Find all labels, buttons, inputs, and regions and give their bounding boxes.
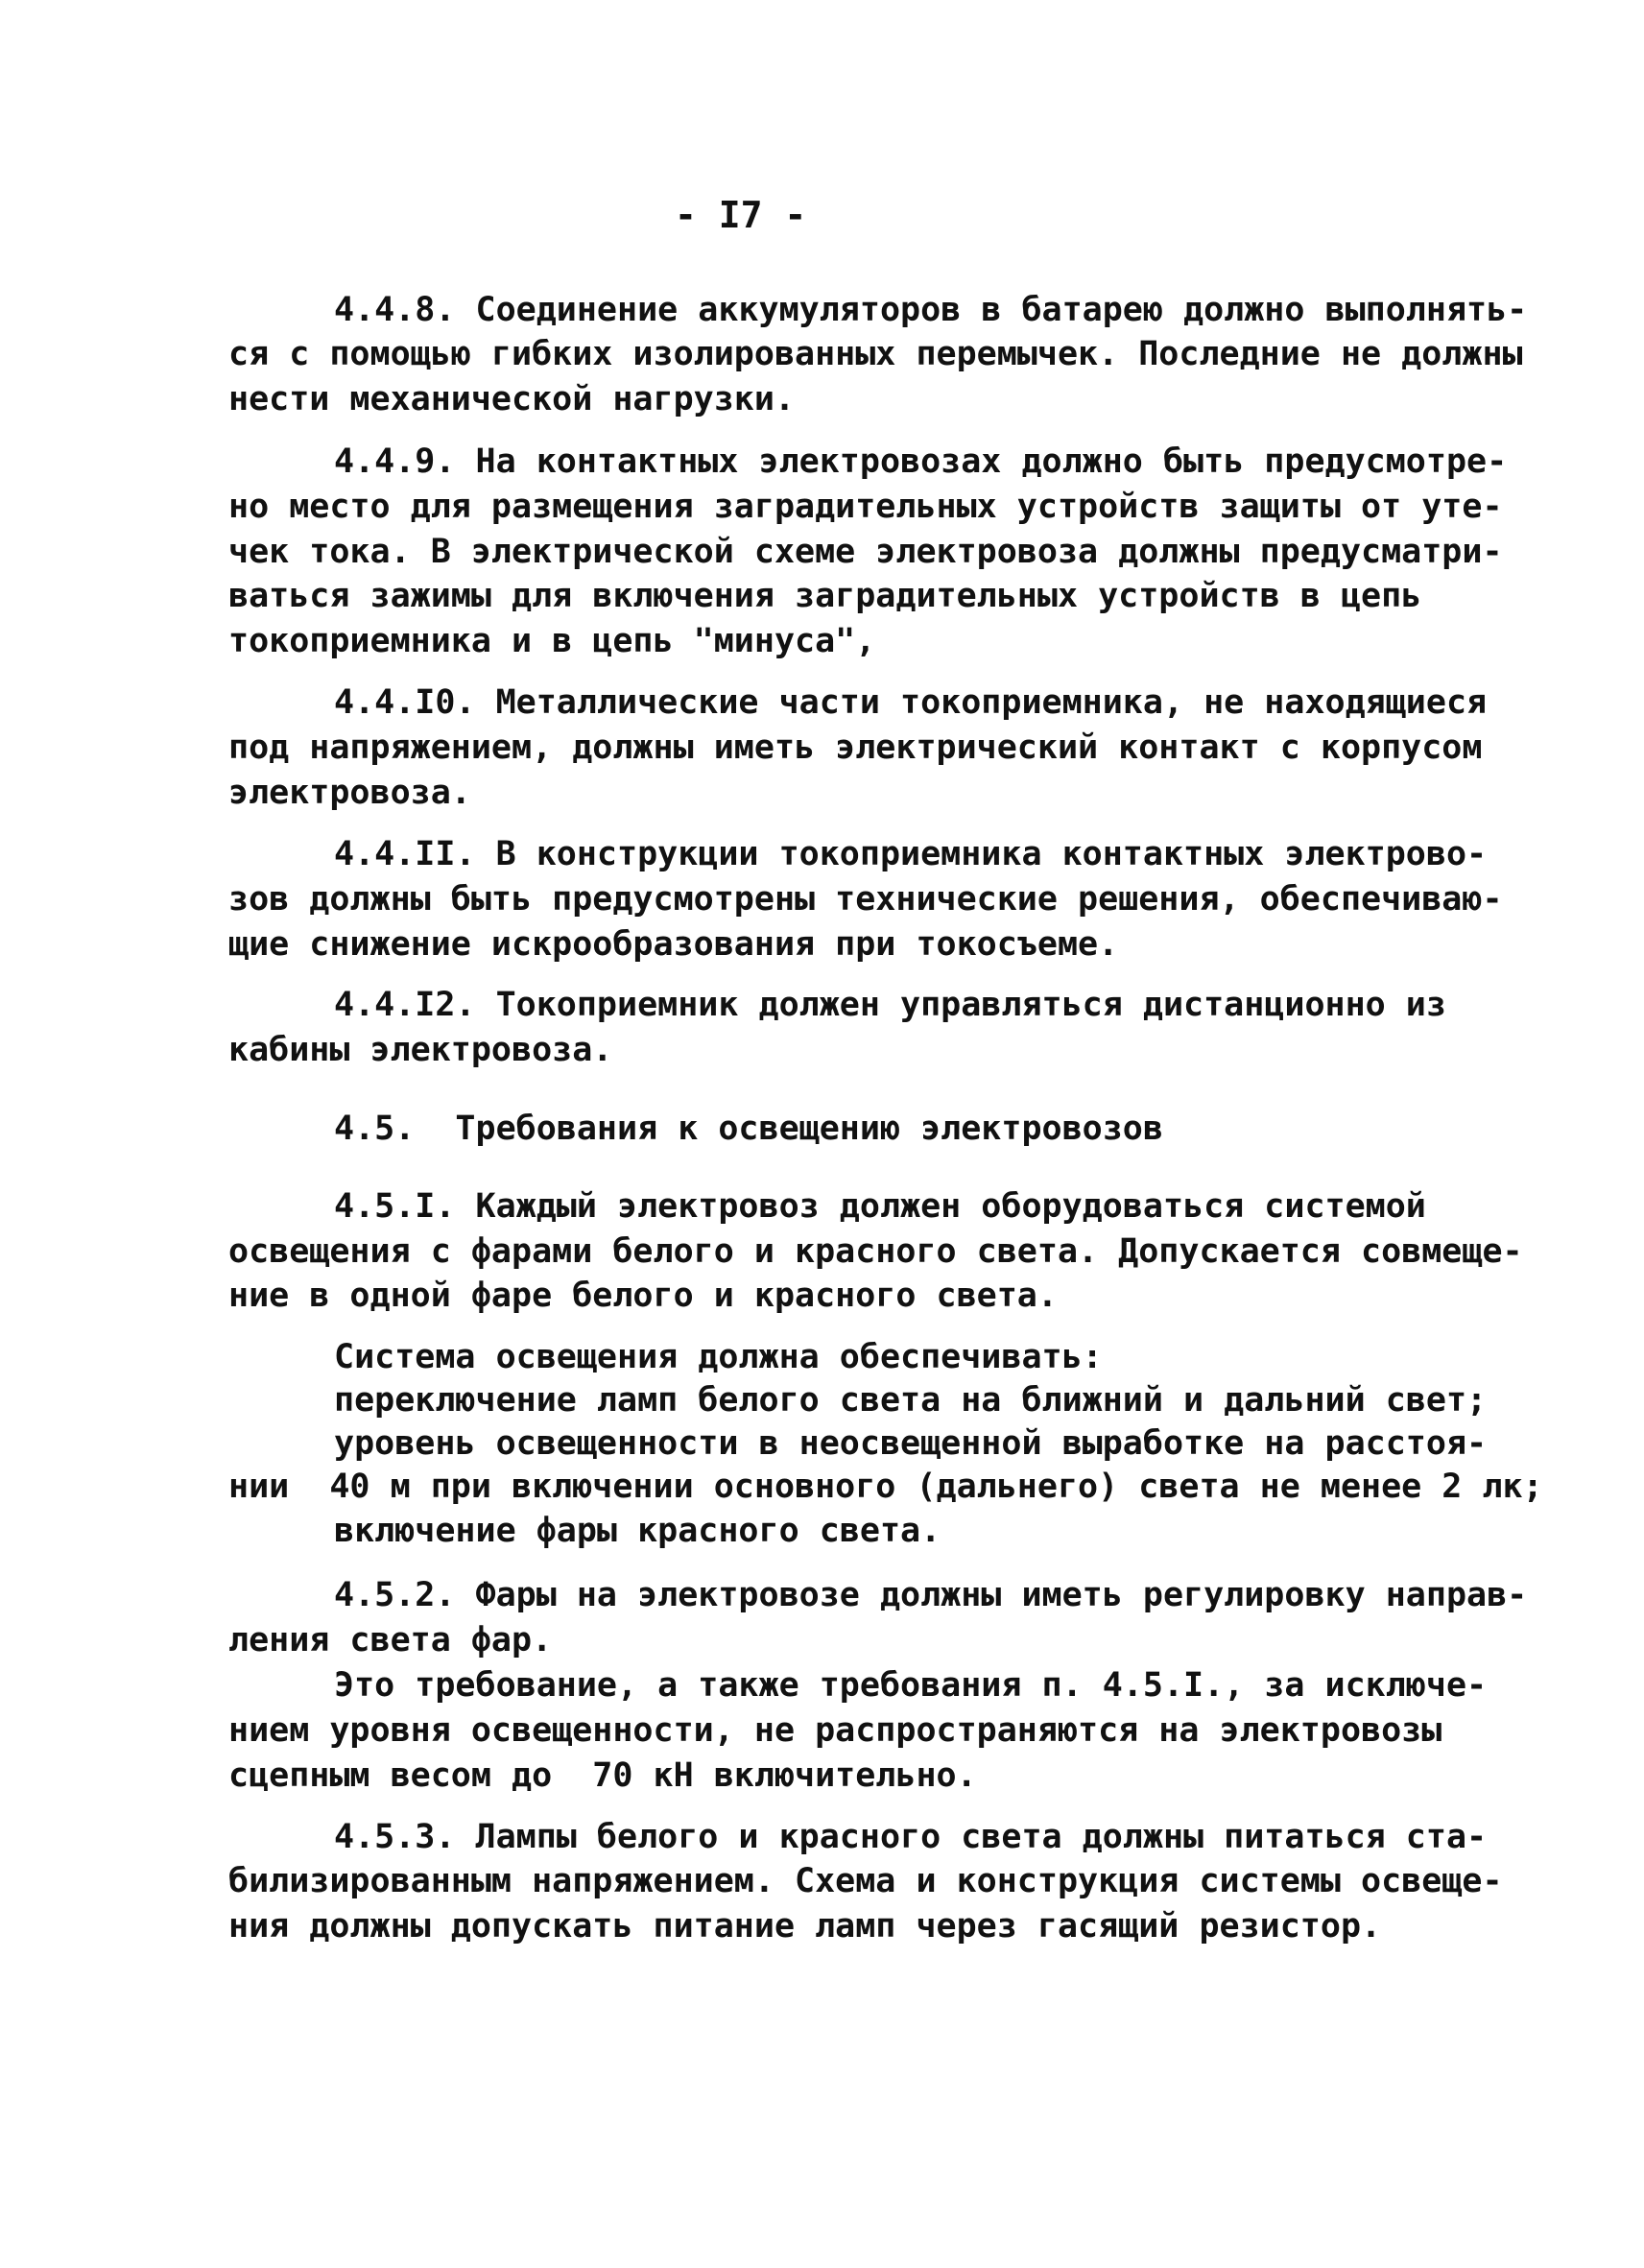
para-4-4-10-line-2: под напряжением, должны иметь электрический контакт с корпусом (228, 728, 1483, 767)
para-4-4-11-line-2: зов должны быть предусмотрены технические решения, обеспечиваю- (228, 880, 1503, 919)
para-4-5-2-line-1: 4.5.2. Фары на электровозе должны иметь регулировку направ- (334, 1576, 1528, 1614)
para-4-5-1-line-3: ние в одной фаре белого и красного света. (228, 1277, 1058, 1315)
lighting-list-item-2: уровень освещенности в неосвещенной выработке на расстоя- (334, 1424, 1488, 1463)
lighting-list-item-3: включение фары красного света. (334, 1512, 941, 1550)
para-4-4-9-line-4: ваться зажимы для включения заградительных устройств в цепь (228, 577, 1422, 615)
para-4-4-8-line-2: ся с помощью гибких изолированных перемычек. Последние не должны (228, 335, 1523, 373)
para-4-5-2b-line-2: нием уровня освещенности, не распространяются на электровозы (228, 1711, 1442, 1750)
section-heading-4-5: 4.5. Требования к освещению электровозов (334, 1110, 1163, 1148)
para-4-4-9-line-3: чек тока. В электрической схеме электровоза должны предусматри- (228, 533, 1503, 571)
para-4-5-3-line-3: ния должны допускать питание ламп через гасящий резистор. (228, 1907, 1382, 1946)
para-4-5-2-line-2: ления света фар. (228, 1621, 553, 1659)
lighting-list-intro: Система освещения должна обеспечивать: (334, 1338, 1103, 1376)
para-4-4-11-line-3: щие снижение искрообразования при токосъеме. (228, 925, 1119, 964)
para-4-4-12-line-1: 4.4.I2. Токоприемник должен управляться дистанционно из (334, 986, 1446, 1024)
lighting-list-item-1: переключение ламп белого света на ближний и дальний свет; (334, 1381, 1488, 1420)
lighting-list-item-2-cont: нии 40 м при включении основного (дальнего) света не менее 2 лк; (228, 1468, 1543, 1506)
page-number: - I7 - (675, 194, 807, 236)
para-4-4-8-line-1: 4.4.8. Соединение аккумуляторов в батарею должно выполнять- (334, 291, 1528, 329)
para-4-4-8-line-3: нести механической нагрузки. (228, 380, 796, 418)
para-4-4-10-line-1: 4.4.I0. Металлические части токоприемника, не находящиеся (334, 683, 1488, 722)
para-4-4-9-line-5: токоприемника и в цепь "минуса", (228, 622, 876, 660)
para-4-5-1-line-2: освещения с фарами белого и красного света. Допускается совмеще- (228, 1232, 1523, 1271)
para-4-5-3-line-2: билизированным напряжением. Схема и конструкция системы освеще- (228, 1862, 1503, 1900)
para-4-4-9-line-1: 4.4.9. На контактных электровозах должно быть предусмотре- (334, 442, 1508, 481)
para-4-5-3-line-1: 4.5.3. Лампы белого и красного света должны питаться ста- (334, 1818, 1488, 1856)
para-4-5-2b-line-3: сцепным весом до 70 кН включительно. (228, 1756, 977, 1795)
para-4-5-2b-line-1: Это требование, а также требования п. 4.5.I., за исключе- (334, 1666, 1488, 1705)
para-4-4-12-line-2: кабины электровоза. (228, 1031, 613, 1069)
para-4-4-9-line-2: но место для размещения заградительных устройств защиты от уте- (228, 488, 1503, 526)
para-4-5-1-line-1: 4.5.I. Каждый электровоз должен оборудоваться системой (334, 1187, 1426, 1226)
para-4-4-10-line-3: электровоза. (228, 774, 471, 812)
para-4-4-11-line-1: 4.4.II. В конструкции токоприемника контактных электрово- (334, 835, 1488, 873)
